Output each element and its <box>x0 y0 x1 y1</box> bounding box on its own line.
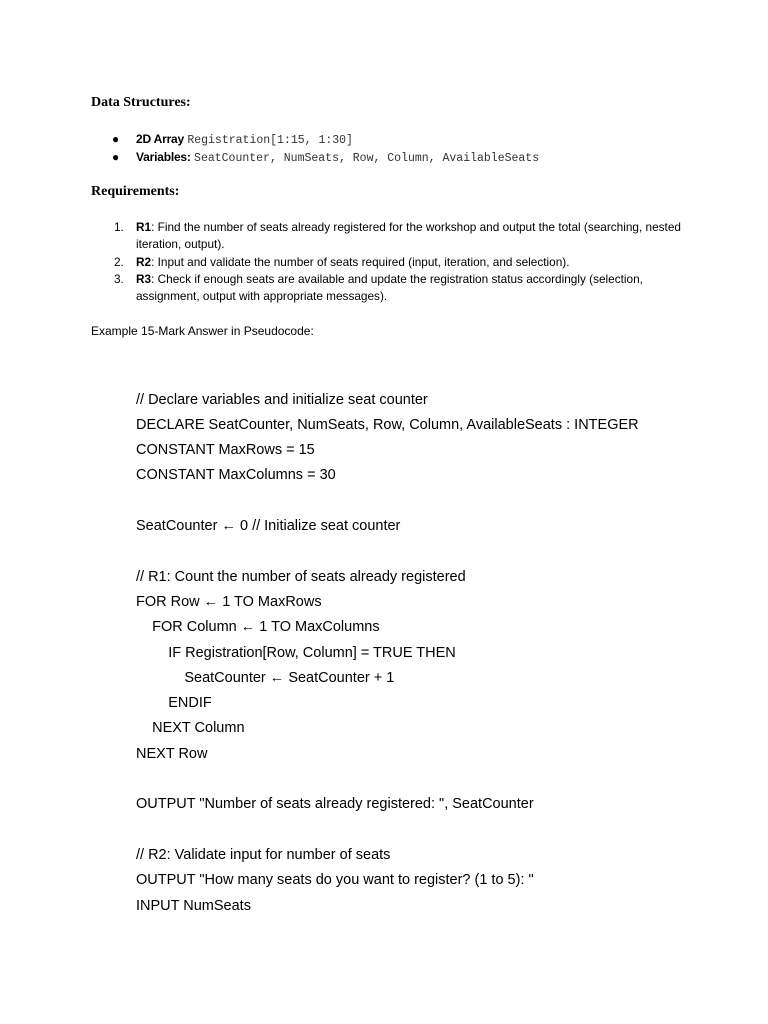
code-line: ENDIF <box>136 695 212 712</box>
code-line: // R1: Count the number of seats already registered <box>136 568 466 585</box>
code-line: DECLARE SeatCounter, NumSeats, Row, Column, AvailableSeats : INTEGER <box>136 416 639 433</box>
item-label: R3 <box>136 272 152 286</box>
code-line: // Declare variables and initialize seat counter <box>136 391 428 408</box>
item-label: R2 <box>136 254 152 269</box>
example-label: Example 15-Mark Answer in Pseudocode: <box>91 324 314 338</box>
code-line: FOR Column ← 1 TO MaxColumns <box>136 619 380 636</box>
code-line: CONSTANT MaxColumns = 30 <box>136 467 336 484</box>
list-item <box>114 271 694 305</box>
requirements-heading: Requirements: <box>91 184 180 199</box>
code-line: OUTPUT "Number of seats already registered: ", SeatCounter <box>136 796 534 813</box>
code-line: SeatCounter ← 0 // Initialize seat counter <box>136 518 401 535</box>
item-label: R1 <box>136 220 152 234</box>
list-item <box>114 254 694 271</box>
code-line: NEXT Column <box>136 720 245 737</box>
code-line: FOR Row ← 1 TO MaxRows <box>136 593 322 610</box>
code-line <box>136 539 639 564</box>
item-term: Variables: <box>136 150 191 164</box>
item-number: 1. <box>114 220 124 234</box>
item-text: : Find the number of seats already registered for the workshop and output the total (searching, nested iteration, output). <box>136 220 681 251</box>
item-number: 3. <box>114 272 124 286</box>
pseudocode-block <box>136 337 639 969</box>
data-structures-heading: Data Structures: <box>91 95 191 110</box>
code-line: NEXT Row <box>136 745 208 762</box>
item-value: Registration[1:15, 1:30] <box>187 134 353 147</box>
code-line <box>136 767 639 792</box>
code-line: OUTPUT "How many seats do you want to register? (1 to 5): " <box>136 872 534 889</box>
list-item <box>112 130 539 148</box>
bullet-icon: ● <box>112 132 120 146</box>
item-text: : Input and validate the number of seats required (input, iteration, and selection). <box>151 254 570 269</box>
item-term: 2D Array <box>136 132 184 146</box>
bullet-icon: ● <box>112 150 120 164</box>
data-structures-list <box>112 130 539 166</box>
code-line: INPUT NumSeats <box>136 897 251 914</box>
code-line <box>136 489 639 514</box>
list-item <box>114 219 694 253</box>
code-line: // R2: Validate input for number of seats <box>136 846 391 863</box>
item-text: : Check if enough seats are available and update the registration status accordingly (selection, assignment, output with appropriate messages). <box>136 272 643 303</box>
code-line: IF Registration[Row, Column] = TRUE THEN <box>136 644 456 661</box>
item-number: 2. <box>114 254 124 269</box>
requirements-list <box>114 219 694 306</box>
code-line: SeatCounter ← SeatCounter + 1 <box>136 669 395 686</box>
item-value: SeatCounter, NumSeats, Row, Column, AvailableSeats <box>194 152 540 165</box>
list-item <box>112 148 539 166</box>
code-line: CONSTANT MaxRows = 15 <box>136 442 315 459</box>
code-line <box>136 818 639 843</box>
